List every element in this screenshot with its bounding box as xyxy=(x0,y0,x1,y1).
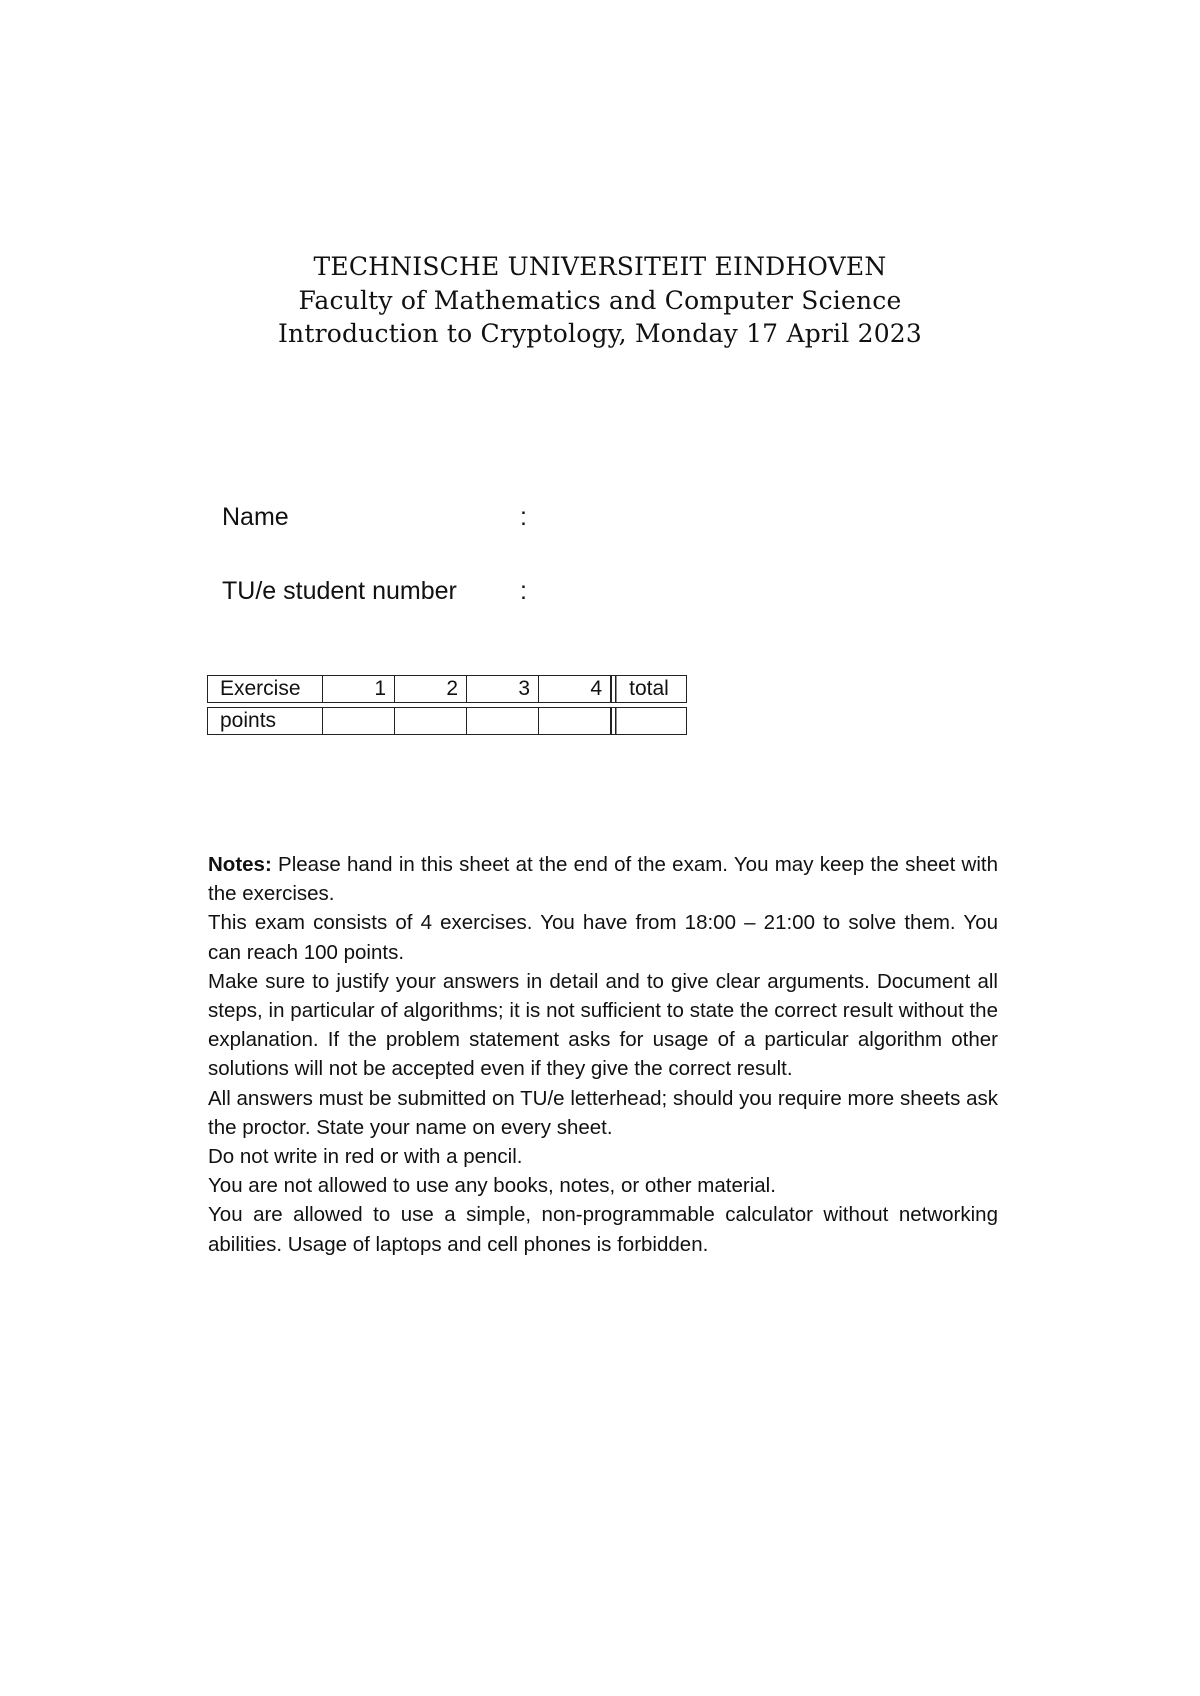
notes-label: Notes: xyxy=(208,853,272,876)
exercise-2-header: 2 xyxy=(394,675,466,703)
exam-notes xyxy=(208,850,998,1259)
student-number-label: TU/e student number xyxy=(222,577,457,605)
notes-text-6: You are not allowed to use any books, notes, or other material. xyxy=(208,1174,776,1198)
points-cell-1[interactable] xyxy=(322,707,394,735)
exam-header xyxy=(0,250,1200,350)
name-colon: : xyxy=(520,503,527,531)
notes-text-2: This exam consists of 4 exercises. You have from 18:00 – 21:00 to solve them. You can reach 100 points. xyxy=(208,911,998,964)
points-label-cell: points xyxy=(207,707,322,735)
notes-text-1: Please hand in this sheet at the end of the exam. You may keep the sheet with the exercises. xyxy=(208,853,998,906)
notes-text-7: You are allowed to use a simple, non-programmable calculator without networking abilities. Usage of laptops and cell phones is forbidden. xyxy=(208,1203,998,1256)
exercise-header-cell: Exercise xyxy=(207,675,322,703)
notes-text-5: Do not write in red or with a pencil. xyxy=(208,1145,523,1169)
points-cell-4[interactable] xyxy=(538,707,611,735)
exercise-3-header: 3 xyxy=(466,675,538,703)
points-cell-total[interactable] xyxy=(611,707,687,735)
score-header-row xyxy=(207,675,687,703)
notes-text-3: Make sure to justify your answers in detail and to give clear arguments. Document all steps, in particular of algorithms; it is not sufficient to state the correct result without the explanation. If the problem statement asks for usage of a particular algorithm other solutions will not be accepted even if they give the correct result. xyxy=(208,969,998,1081)
notes-text-4: All answers must be submitted on TU/e letterhead; should you require more sheets ask the proctor. State your name on every sheet. xyxy=(208,1086,998,1139)
course-title: Introduction to Cryptology, Monday 17 April 2023 xyxy=(277,319,923,348)
exercise-4-header: 4 xyxy=(538,675,611,703)
points-cell-2[interactable] xyxy=(394,707,466,735)
points-cell-3[interactable] xyxy=(466,707,538,735)
notes-paragraph xyxy=(208,850,998,908)
student-number-colon: : xyxy=(520,577,527,605)
score-points-row xyxy=(207,707,687,735)
exercise-1-header: 1 xyxy=(322,675,394,703)
score-table xyxy=(207,671,687,739)
name-label: Name xyxy=(222,503,289,531)
faculty-name: Faculty of Mathematics and Computer Science xyxy=(298,286,902,315)
total-header: total xyxy=(611,675,687,703)
university-name: TECHNISCHE UNIVERSITEIT EINDHOVEN xyxy=(313,252,887,281)
